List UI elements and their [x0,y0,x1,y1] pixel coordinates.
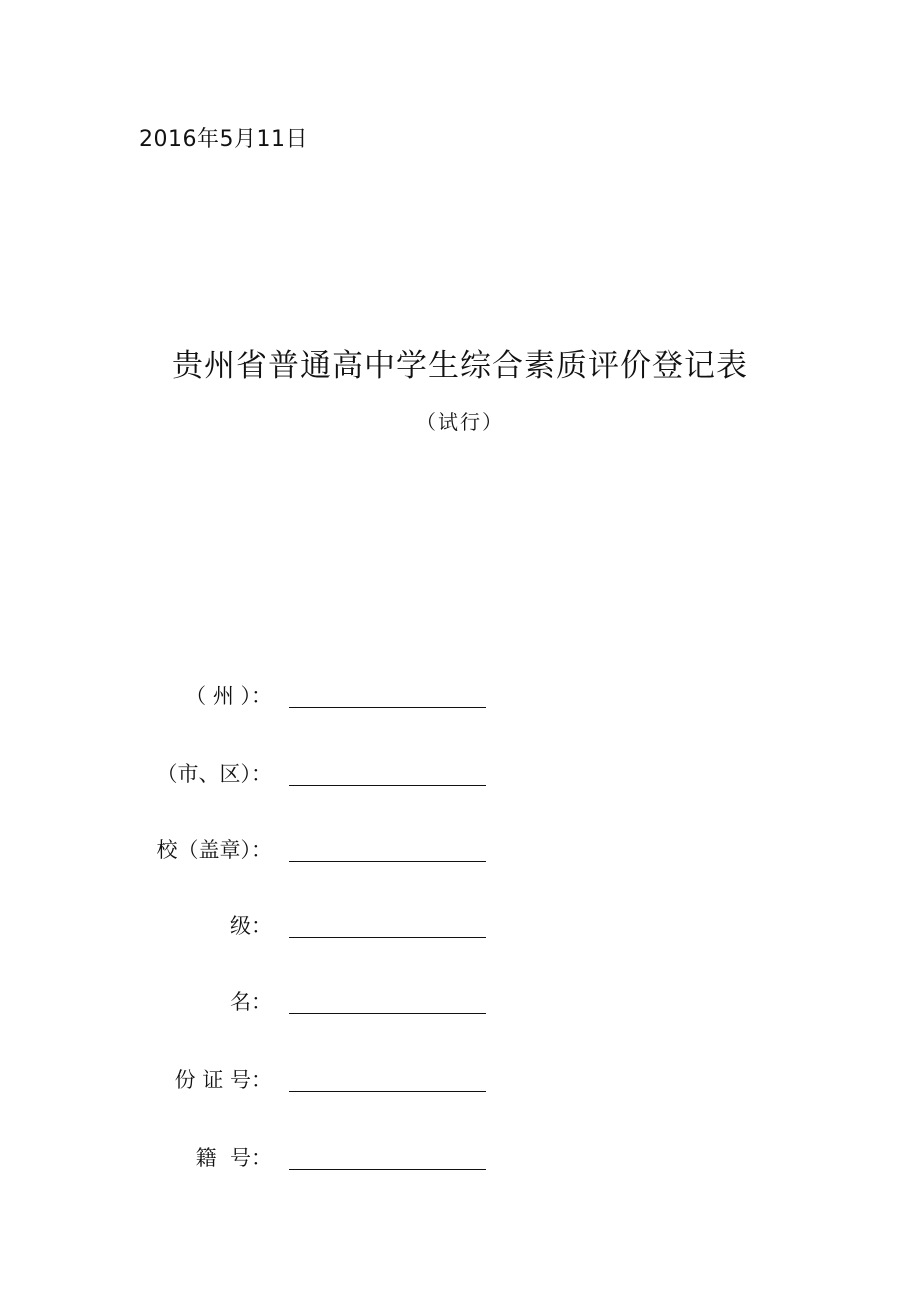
blank-line-register-number[interactable] [289,1169,486,1170]
field-label: 籍 号： [195,1146,272,1170]
field-register-number [130,1140,490,1174]
blank-line-name[interactable] [289,1013,486,1014]
field-label: 校（盖章）： [156,838,272,862]
field-label: 级： [230,914,272,938]
field-id-number [130,1062,490,1096]
field-label: 份 证 号： [174,1068,272,1092]
blank-line-id-number[interactable] [289,1091,486,1092]
field-school-seal [130,832,490,866]
blank-line-school-seal[interactable] [289,861,486,862]
document-title: 贵州省普通高中学生综合素质评价登记表 [172,348,748,384]
document-subtitle: （试行） [416,410,504,434]
blank-line-grade[interactable] [289,937,486,938]
blank-line-city-district[interactable] [289,785,486,786]
field-label: 名： [230,990,272,1014]
field-prefecture [130,678,490,712]
field-label: （市、区）： [156,762,272,786]
field-label: （ 州 ）： [185,684,272,708]
field-city-district [130,756,490,790]
blank-line-prefecture[interactable] [289,707,486,708]
field-grade [130,908,490,942]
date-text: 2016年5月11日 [139,127,308,152]
field-name [130,984,490,1018]
